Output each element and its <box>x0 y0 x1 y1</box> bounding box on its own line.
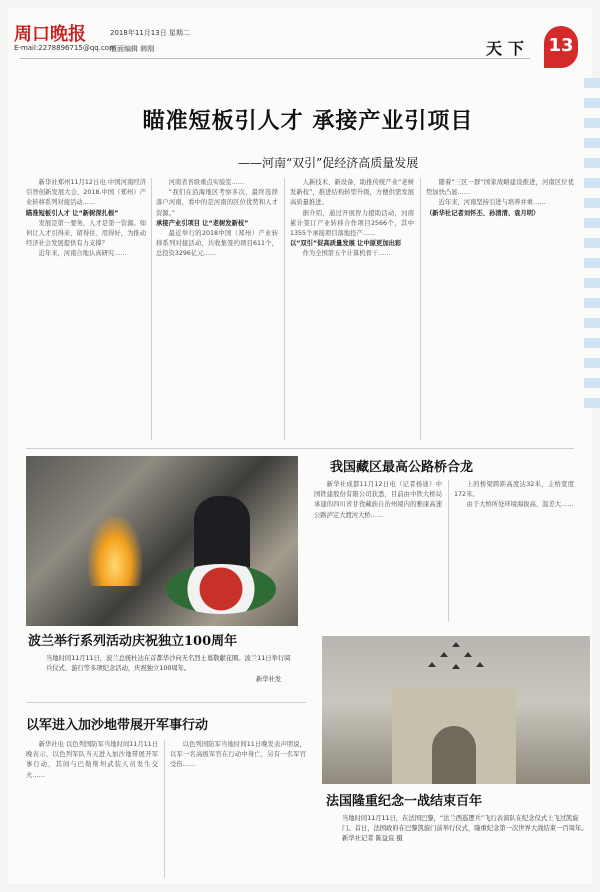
poland-photo <box>26 456 298 626</box>
issue-date: 2018年11月13日 星期二 <box>110 29 190 37</box>
paragraph: 近年来，河南合地认真研究…… <box>38 250 127 258</box>
paragraph: 以色列国防军当地时间11日晚发表声明说，以军一名高级军官在行动中身亡，另有一名军官受伤…… <box>170 741 306 769</box>
paragraph: 最近举行的2018中国（郑州）产业转移系列对接活动，共收集签约项目611个，总投资3296亿元…… <box>156 230 278 258</box>
bridge-column-2 <box>454 480 574 624</box>
subheading: 承接产业引项目 让“老树发新枝” <box>156 219 249 227</box>
caption-body: 当地时间11月11日，在法国巴黎，“法兰西巡逻兵”飞行表演队在纪念仪式上飞过凯旋门。首日，法国政府在巴黎凯旋门前举行仪式，隆重纪念第一次世界大战结束一百周年。 <box>342 815 588 832</box>
israel-column-2 <box>170 740 306 880</box>
president-figure-shape <box>194 496 250 574</box>
paragraph: 据介绍，通过开展智力援助活动，河南累计签订产业转移合作项目2566个，其中1355个承接项目落地投产…… <box>290 209 414 238</box>
paragraph: 新华社成都11月12日电（记者杨迪）中国铁建股份有限公司获悉，目前由中铁大桥局承建的四川省甘孜藏族自治州境内的雅康高速公路泸定大渡河大桥…… <box>314 481 442 519</box>
paragraph: 近年来，河南坚持引进与培养并重…… <box>438 199 546 207</box>
arc-de-triomphe-shape <box>392 688 516 784</box>
israel-headline: 以军进入加沙地带展开军事行动 <box>26 718 209 733</box>
lead-column-1 <box>26 178 146 443</box>
lead-column-3 <box>290 178 414 443</box>
eternal-flame-shape <box>88 516 142 586</box>
paragraph: 上的桥梁跨距高度达32米，主桥宽度172米。 <box>454 481 574 499</box>
paragraph: 新华社电 以色列国防军当地时间11月11日晚表示，以色列军队当天进入加沙地带展开军事行动，其间与巴勒斯坦武装人员发生交火…… <box>26 741 158 779</box>
decorative-stripe <box>584 78 600 408</box>
lead-headline: 瞄准短板引人才 承接产业引项目 <box>142 108 474 134</box>
jets-formation-shape <box>420 642 500 682</box>
bridge-headline: 我国藏区最高公路桥合龙 <box>330 460 474 475</box>
contact-email: E-mail:2278896715@qq.com <box>14 44 116 52</box>
paragraph: 河南省省级重点实验室…… <box>168 179 245 186</box>
masthead <box>14 16 584 78</box>
subheading: 以“双引”促高质量发展 让中原更加出彩 <box>290 240 402 248</box>
page-number-badge: 13 <box>544 26 578 68</box>
wreath-shape <box>166 564 276 614</box>
paragraph: 发展是第一要务，人才是第一资源。如何让人才引得来、留得住、用得好，为推动经济社会发展提供有力支撑？ <box>26 219 146 248</box>
france-credit: 新华社记者 陈益宸 摄 <box>342 835 403 842</box>
france-caption-text <box>342 814 588 844</box>
lead-column-2 <box>156 178 278 443</box>
paragraph: 人新技术、新设备，助推传统产业“老树发新枝”，推进结构转型升级，方便供需发展高质量推进。 <box>290 179 414 207</box>
lead-column-4 <box>426 178 574 443</box>
newspaper-page <box>8 8 592 884</box>
poland-credit: 新华社发 <box>256 676 282 683</box>
subheading: 瞄准短板引人才 让“新树深扎根” <box>26 209 119 217</box>
page-editor: 版面编辑 韩刚 <box>110 45 155 53</box>
byline: （新华社记者刘怀丕、孙清清、袁月明） <box>426 209 540 217</box>
brand-logo: 周口晚报 <box>14 24 86 45</box>
paragraph: 新华社郑州11月12日电 中国河南经济引智创新发展大会，2018.中国（郑州）产业转移系列对接活动…… <box>26 179 146 207</box>
bridge-column-1 <box>314 480 442 624</box>
france-caption-title: 法国隆重纪念一战结束百年 <box>326 794 483 809</box>
paragraph: 由于大桥所处环境海拔高、温差大…… <box>466 501 574 509</box>
paragraph: 随着“三区一群”国家战略建设推进，河南区位优势加快凸显…… <box>426 179 574 197</box>
paragraph: “我们在沿海地区考察多次，最终选择落户河南，看中的是河南的区位优势和人才资源。” <box>156 189 278 217</box>
poland-caption-title: 波兰举行系列活动庆祝独立100周年 <box>28 634 238 649</box>
masthead-rule <box>20 58 530 59</box>
israel-column-1 <box>26 740 158 880</box>
section-title: 天下 <box>486 39 531 58</box>
paragraph: 作为全国第五个计算机骨干…… <box>302 250 391 258</box>
lead-subhead: ——河南“双引”促经济高质量发展 <box>238 156 419 170</box>
poland-caption-text: 当地时间11月11日，波兰总统杜达在首都华沙向无名烈士墓敬献花圈。波兰11日举行阅兵仪式、游行等多项纪念活动，庆祝独立100周年。 <box>46 655 291 672</box>
france-photo <box>322 636 590 784</box>
